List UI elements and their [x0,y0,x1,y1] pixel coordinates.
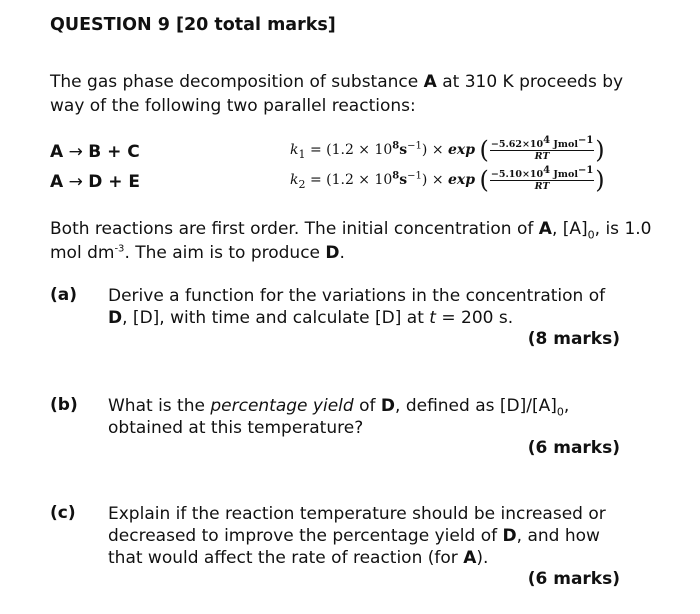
k1-prefactor-power: 8 [392,140,400,152]
k2-numerator-unit-power: −1 [577,164,594,176]
part-c-text-2: , and how that would affect the rate of reaction (for [108,526,600,568]
k1-numerator-unit: Jmol [550,138,578,150]
k1-prefactor: = (1.2 × 10 [309,142,393,158]
rate-constant-2 [290,164,605,194]
intro-substance-a: A [423,72,437,92]
k2-unit: s [399,172,408,188]
part-b-italic: percentage yield [210,396,354,416]
k1-fraction [490,134,594,162]
reaction-1 [50,142,140,162]
paren-open: ( [479,136,489,164]
k2-subscript: 2 [298,177,306,191]
k2-numerator: −5.10×10 [490,168,544,180]
k1-numerator: −5.62×10 [490,138,544,150]
k2-numerator-unit: Jmol [550,168,578,180]
conditions-substance-d: D [325,243,340,263]
conditions-text-3: , is 1.0 mol dm [50,219,652,263]
k1-unit-power: −1 [407,140,422,152]
part-a-text-3: = 200 s. [435,308,514,328]
paren-open: ( [479,166,489,194]
part-b-text [108,395,628,439]
part-b-text-4: , obtained at this temperature? [108,396,570,438]
reaction-arrow-icon: → [68,142,83,162]
part-b-text-1: What is the [108,396,211,416]
part-b-label: (b) [50,395,78,415]
conditions-substance-a: A [538,219,552,239]
part-c-substance-d: D [502,526,517,546]
conditions-superscript: -3 [114,243,125,255]
k2-numerator-power: 4 [543,164,551,176]
k2-symbol: k [290,172,299,188]
k2-prefactor-power: 8 [392,170,400,182]
part-a-marks: (8 marks) [527,329,620,349]
part-a-text [108,285,628,329]
reaction-1-products: B + C [88,142,140,162]
k1-symbol: k [290,142,299,158]
part-b-substance-d: D [380,396,396,416]
reaction-arrow-icon: → [68,172,83,192]
k2-prefactor: = (1.2 × 10 [309,172,393,188]
intro-paragraph [50,70,650,118]
k1-exp: exp [448,142,476,158]
part-c-text [108,503,628,569]
part-c-label: (c) [50,503,76,523]
part-a-text-1: Derive a function for the variations in the concentration of [108,286,606,306]
question-heading: QUESTION 9 [20 total marks] [50,15,336,35]
reaction-2 [50,172,140,192]
part-b-marks: (6 marks) [527,438,620,458]
reaction-2-products: D + E [88,172,141,192]
k2-exp: exp [448,172,476,188]
k1-subscript: 1 [298,147,306,161]
reaction-1-reactant: A [50,142,64,162]
k1-numerator-unit-power: −1 [577,134,594,146]
k1-denominator: RT [534,150,550,162]
conditions-text-1: Both reactions are first order. The initial concentration of [50,219,539,239]
intro-text-2: at 310 K proceeds by way of the following two parallel reactions: [50,72,624,116]
k1-numerator-power: 4 [543,134,551,146]
part-b-text-2: of [353,396,381,416]
conditions-text-5: . [339,243,345,263]
k2-times: ) × [421,172,448,188]
reaction-2-reactant: A [50,172,64,192]
part-c-substance-a: A [463,548,477,568]
intro-text-1: The gas phase decomposition of substance [50,72,424,92]
part-a-text-2: , [D], with time and calculate [D] at [122,308,430,328]
conditions-paragraph [50,217,660,265]
part-b-subscript-0: 0 [556,405,564,419]
part-b-text-3: , defined as [D]/[A] [395,396,557,416]
rate-constant-1 [290,134,605,164]
k2-unit-power: −1 [407,170,422,182]
k2-fraction [490,164,594,192]
part-a-label: (a) [50,285,78,305]
part-a-substance-d: D [108,308,123,328]
part-a-time-symbol: t [429,308,436,328]
part-c-marks: (6 marks) [527,569,620,589]
part-c-text-1: Explain if the reaction temperature should be increased or decreased to improve the percentage yield of [108,504,606,546]
part-c-text-3: ). [476,548,489,568]
conditions-subscript-0: 0 [587,228,595,242]
conditions-text-2: , [A] [551,219,588,239]
paren-close: ) [595,136,605,164]
k1-unit: s [399,142,408,158]
k2-denominator: RT [534,180,550,192]
paren-close: ) [595,166,605,194]
conditions-text-4: . The aim is to produce [124,243,326,263]
k1-times: ) × [421,142,448,158]
